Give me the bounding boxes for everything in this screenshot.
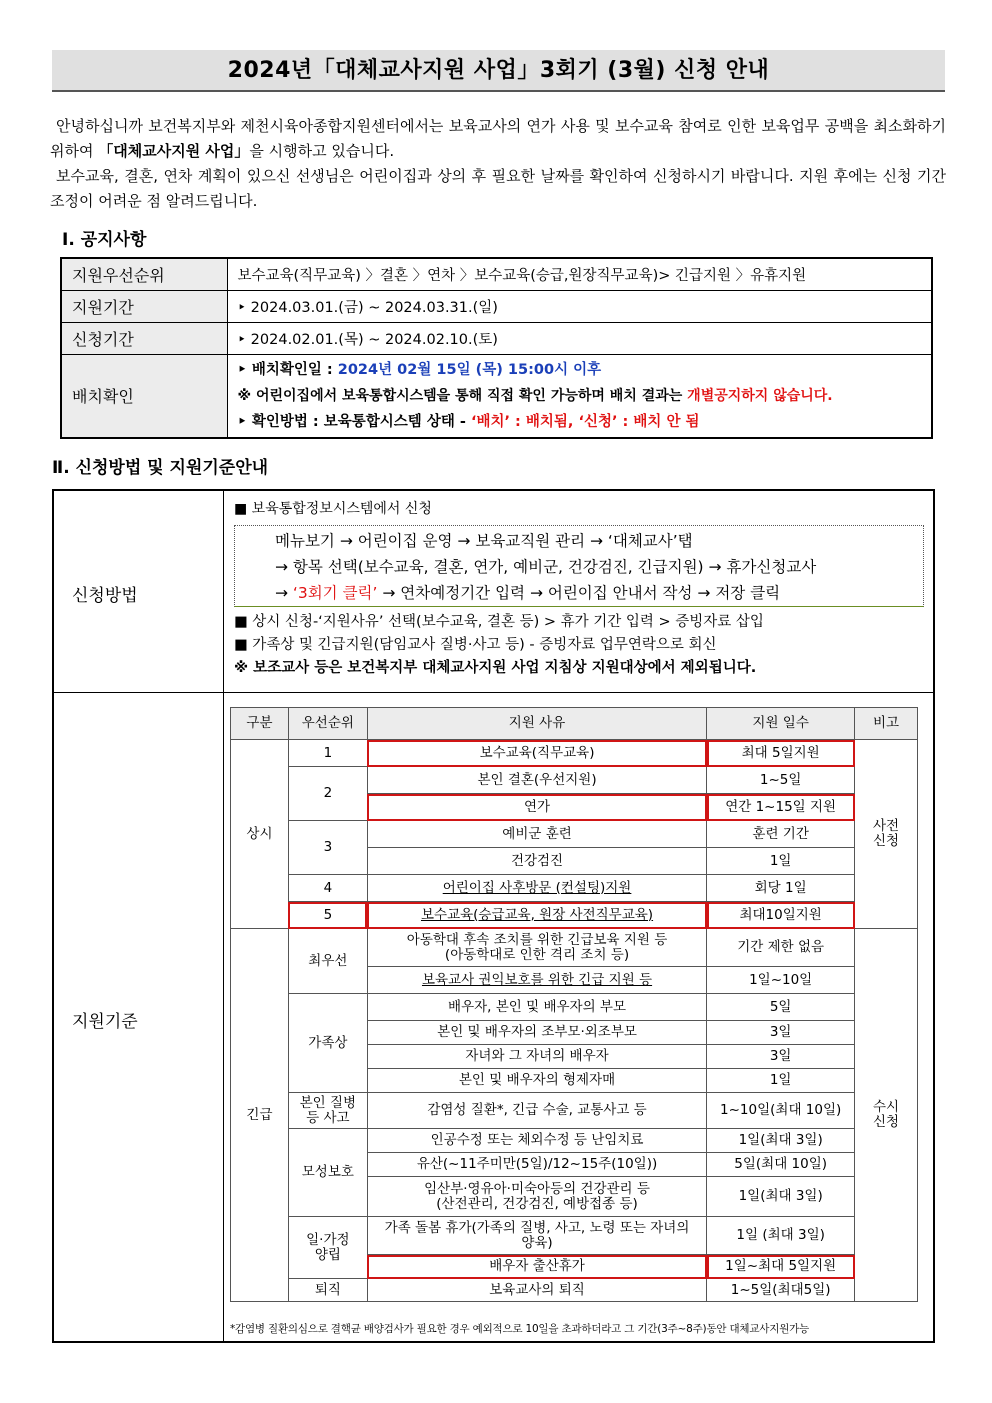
table-row: [231, 994, 918, 1021]
notice-row-confirm: [61, 354, 932, 438]
note-regular: 사전 신청: [855, 740, 918, 929]
days-cell: 회당 1일: [707, 875, 855, 902]
category-urgent: 긴급: [231, 929, 289, 1302]
table-row: [231, 740, 918, 767]
col-header: 지원 일수: [707, 708, 855, 740]
days-cell: 1일 (최대 3일): [707, 1217, 855, 1255]
reason-cell: 보육교사의 퇴직: [367, 1279, 706, 1302]
days-cell: 1~5일: [707, 767, 855, 794]
method-label: 신청방법: [72, 586, 138, 606]
reason-cell: 건강검진: [367, 848, 706, 875]
reason-cell: 유산(~11주미만(5일)/12~15주(10일)): [367, 1153, 706, 1177]
confirm-date: ‣ 배치확인일 : 2024년 02월 15일 (목) 15:00시 이후: [237, 361, 602, 378]
reason-cell: 아동학대 후속 조치를 위한 긴급보육 지원 등 (아동학대로 인한 격리 조치 등): [367, 929, 706, 967]
notice-row-priority: [61, 258, 932, 290]
table-row: [231, 929, 918, 967]
col-header: 구분: [231, 708, 289, 740]
days-cell: 1~10일(최대 10일): [707, 1093, 855, 1129]
days-cell: 3일: [707, 1021, 855, 1045]
reason-cell: 인공수정 또는 체외수정 등 난임치료: [367, 1129, 706, 1153]
days-cell: 최대 5일지원: [707, 740, 855, 767]
col-header: 지원 사유: [367, 708, 706, 740]
days-cell: 3일: [707, 1045, 855, 1069]
notice-label: 배치확인: [61, 354, 227, 438]
method-flow-line: 메뉴보기 → 어린이집 운영 → 보육교직원 관리 → ‘대체교사’탭: [275, 532, 693, 550]
reason-cell: 보수교육(승급교육, 원장 사전직무교육): [367, 902, 706, 929]
days-cell: 1일(최대 3일): [707, 1129, 855, 1153]
days-cell: 기간 제한 없음: [707, 929, 855, 967]
category-regular: 상시: [231, 740, 289, 929]
reason-cell: 예비군 훈련: [367, 821, 706, 848]
notice-value: 보수교육(직무교육) 〉결혼 〉연차 〉보수교육(승급,원장직무교육)> 긴급지원 〉유휴지원: [227, 258, 932, 290]
days-cell: 1일: [707, 1069, 855, 1093]
table-row: [231, 821, 918, 848]
table-row: [231, 767, 918, 794]
notice-value: [227, 354, 932, 438]
section-divider: [54, 692, 933, 693]
priority-cell: 모성보호: [288, 1129, 367, 1217]
table-row: [231, 1217, 918, 1255]
notice-label: 지원우선순위: [61, 258, 227, 290]
days-cell: 연간 1~15일 지원: [707, 794, 855, 821]
days-cell: 1일~최대 5일지원: [707, 1255, 855, 1279]
reason-cell: 연가: [367, 794, 706, 821]
table-row: [231, 875, 918, 902]
reason-cell: 보육교사 권익보호를 위한 긴급 지원 등: [367, 967, 706, 994]
days-cell: 1일~10일: [707, 967, 855, 994]
criteria-table: [230, 707, 918, 1302]
days-cell: 훈련 기간: [707, 821, 855, 848]
priority-cell: 2: [288, 767, 367, 821]
days-cell: 1일(최대 3일): [707, 1177, 855, 1217]
notice-label: 신청기간: [61, 322, 227, 354]
section1-heading: Ⅰ. 공지사항: [62, 230, 147, 250]
page-title: 2024년「대체교사지원 사업」3회기 (3월) 신청 안내: [52, 50, 945, 92]
days-cell: 최대10일지원: [707, 902, 855, 929]
method-flow-line: → 항목 선택(보수교육, 결혼, 연가, 예비군, 건강검진, 긴급지원) → 휴가신청교사: [275, 558, 817, 576]
days-cell: 5일(최대 10일): [707, 1153, 855, 1177]
priority-cell: 가족상: [288, 994, 367, 1093]
confirm-method: ‣ 확인방법 : 보육통합시스템 상태 - ‘배치’ : 배치됨, ‘신청’ : 배치 안 됨: [237, 413, 700, 430]
reason-cell: 본인 및 배우자의 형제자매: [367, 1069, 706, 1093]
confirm-note: ※ 어린이집에서 보육통합시스템을 통해 직접 확인 가능하며 배치 결과는 개별공지하지 않습니다.: [237, 387, 833, 404]
priority-cell: 일·가정 양립: [288, 1217, 367, 1279]
table-row: [231, 1093, 918, 1129]
method-exclusion-note: ※ 보조교사 등은 보건복지부 대체교사지원 사업 지침상 지원대상에서 제외됩니다.: [234, 660, 757, 676]
footnote: *감염병 질환의심으로 결핵균 배양검사가 필요한 경우 예외적으로 10일을 초과하더라고 그 기간(3주~8주)동안 대체교사지원가능: [230, 1323, 810, 1335]
intro-paragraph-1: 안녕하십니까 보건복지부와 제천시육아종합지원센터에서는 보육교사의 연가 사용 및 보수교육 참여로 인한 보육업무 공백을 최소화하기 위하여 「대체교사지원 사업」을 시행하고 있습니다.: [50, 117, 946, 160]
method-flow-line: → ‘3회기 클릭’ → 연차예정기간 입력 → 어린이집 안내서 작성 → 저장 클릭: [275, 584, 781, 602]
reason-cell: 자녀와 그 자녀의 배우자: [367, 1045, 706, 1069]
reason-cell: 본인 및 배우자의 조부모·외조부모: [367, 1021, 706, 1045]
notice-label: 지원기간: [61, 290, 227, 322]
criteria-header-row: [231, 708, 918, 740]
days-cell: 5일: [707, 994, 855, 1021]
criteria-label: 지원기준: [72, 1012, 138, 1032]
intro-paragraph-2: 보수교육, 결혼, 연차 계획이 있으신 선생님은 어린이집과 상의 후 필요한 날짜를 확인하여 신청하시기 바랍니다. 지원 후에는 신청 기간 조정이 어려운 점 알려드립니다.: [50, 167, 946, 210]
priority-cell: 3: [288, 821, 367, 875]
application-method: [234, 499, 924, 680]
section2-label-column: [54, 491, 224, 1341]
priority-cell: 본인 질병 등 사고: [288, 1093, 367, 1129]
note-urgent: 수시 신청: [855, 929, 918, 1302]
priority-cell: 최우선: [288, 929, 367, 994]
intro-text: [50, 114, 946, 214]
reason-cell: 배우자 출산휴가: [367, 1255, 706, 1279]
reason-cell: 본인 결혼(우선지원): [367, 767, 706, 794]
priority-cell: 퇴직: [288, 1279, 367, 1302]
days-cell: 1일: [707, 848, 855, 875]
priority-cell: 4: [288, 875, 367, 902]
priority-cell: 5: [288, 902, 367, 929]
method-line: ■ 보육통합정보시스템에서 신청: [234, 501, 432, 517]
notice-table: [60, 257, 933, 439]
reason-cell: 어린이집 사후방문 (컨설팅)지원: [367, 875, 706, 902]
reason-cell: 보수교육(직무교육): [367, 740, 706, 767]
notice-row-period: [61, 290, 932, 322]
reason-cell: 가족 돌봄 휴가(가족의 질병, 사고, 노령 또는 자녀의 양육): [367, 1217, 706, 1255]
notice-value: ‣ 2024.03.01.(금) ~ 2024.03.31.(일): [227, 290, 932, 322]
table-row: [231, 1129, 918, 1153]
section2-heading: Ⅱ. 신청방법 및 지원기준안내: [52, 458, 269, 478]
method-flow-box: [234, 525, 924, 607]
priority-cell: 1: [288, 740, 367, 767]
method-line: ■ 가족상 및 긴급지원(담임교사 질병·사고 등) - 증빙자료 업무연락으로 회신: [234, 637, 717, 653]
col-header: 비고: [855, 708, 918, 740]
reason-cell: 배우자, 본인 및 배우자의 부모: [367, 994, 706, 1021]
section2-box: [52, 489, 935, 1343]
notice-value: ‣ 2024.02.01.(목) ~ 2024.02.10.(토): [227, 322, 932, 354]
reason-cell: 감염성 질환*, 긴급 수술, 교통사고 등: [367, 1093, 706, 1129]
notice-row-apply: [61, 322, 932, 354]
table-row: [231, 1279, 918, 1302]
table-row: [231, 902, 918, 929]
method-line: ■ 상시 신청-‘지원사유’ 선택(보수교육, 결혼 등) > 휴가 기간 입력 > 증빙자료 삽입: [234, 614, 764, 630]
col-header: 우선순위: [288, 708, 367, 740]
reason-cell: 임산부·영유아·미숙아등의 건강관리 등 (산전관리, 건강검진, 예방접종 등): [367, 1177, 706, 1217]
days-cell: 1~5일(최대5일): [707, 1279, 855, 1302]
method-notes: [234, 611, 924, 680]
